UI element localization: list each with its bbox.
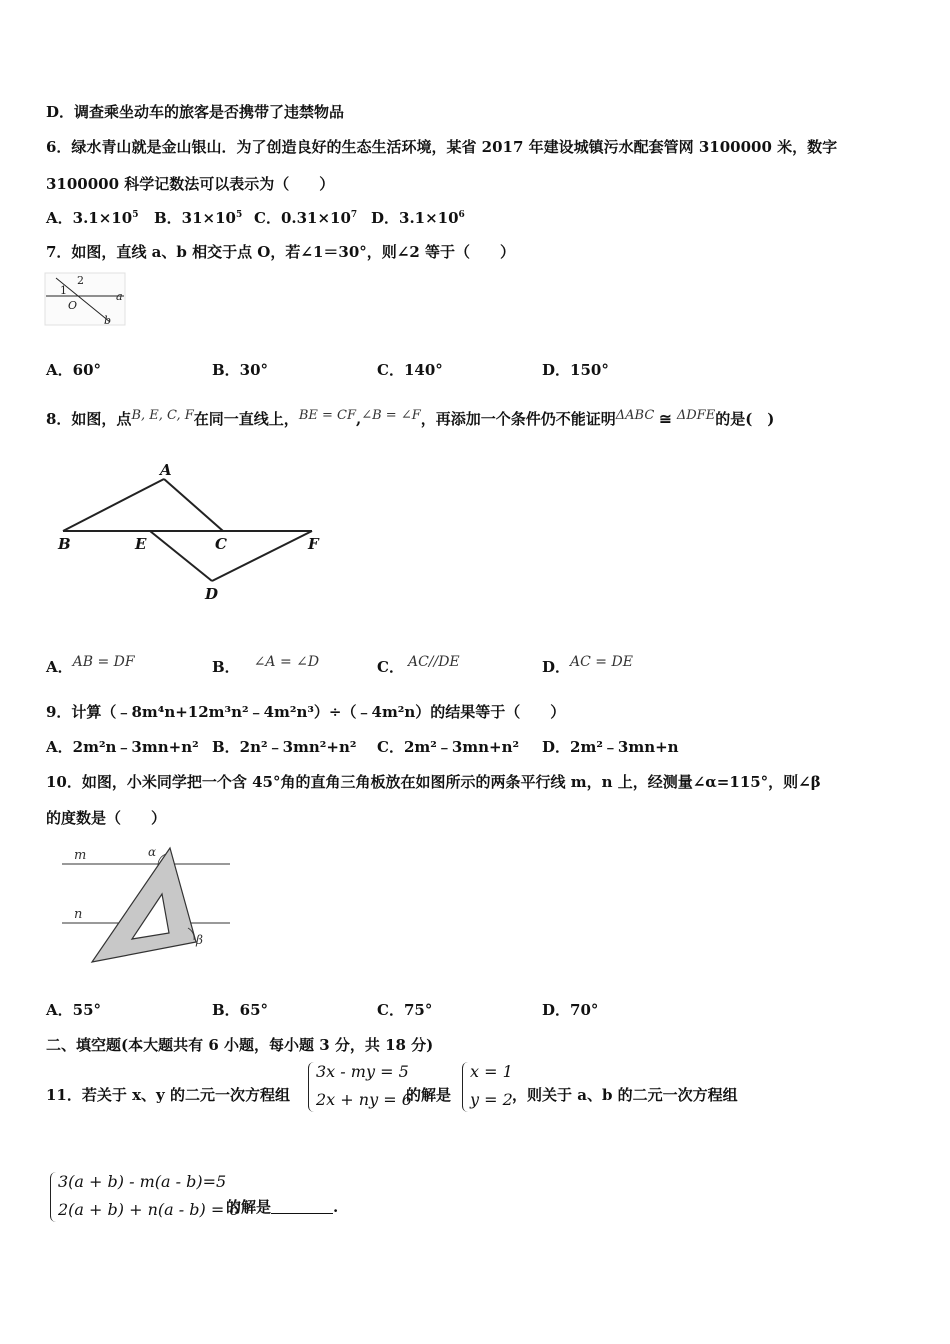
q5-option-d: D．调查乘坐动车的旅客是否携带了违禁物品 [46, 103, 345, 121]
q8-figure [50, 455, 340, 605]
q10-option-b: B．65° [212, 1001, 269, 1019]
q10-label-beta: β [196, 933, 203, 947]
q6-stem-line1: 6．绿水青山就是金山银山．为了创造良好的生态生活环境，某省 2017 年建设城镇污水配套管网 3100000 米，数字 [46, 138, 838, 156]
q9-option-c: C．2m²﹣3mn+n² [377, 738, 520, 756]
q6-option-a: A．$3.1\times 10^5$ [46, 209, 139, 227]
q8-stem: 8．如图，点B, E, C, F在同一直线上，BE = CF,∠B = ∠F，再添加一个条件仍不能证明ΔABC ≅ ΔDFE的是( ) [46, 408, 775, 428]
q7-option-c: C．140° [377, 361, 443, 379]
q7-option-b: B．30° [212, 361, 269, 379]
q11-sys2-brace [50, 1172, 57, 1222]
q7-stem: 7．如图，直线 a、b 相交于点 O，若∠1＝30°，则∠2 等于（ ） [46, 243, 515, 261]
q10-label-alpha: α [148, 845, 157, 859]
q8-label-d: D [205, 585, 219, 603]
q8-option-d: D．AC = DE [542, 654, 633, 676]
q10-label-n: n [74, 907, 83, 922]
q9-stem: 9．计算（﹣8m⁴n+12m³n²﹣4m²n³）÷（﹣4m²n）的结果等于（ ） [46, 703, 566, 721]
section2-title: 二、填空题(本大题共有 6 小题，每小题 3 分，共 18 分) [46, 1036, 434, 1054]
q9-option-d: D．2m²﹣3mn+n [542, 738, 679, 756]
q11-stem-a: 11．若关于 x、y 的二元一次方程组 [46, 1086, 290, 1104]
q10-figure [56, 840, 236, 968]
q8-label-c: C [215, 535, 227, 553]
q8-label-a: A [160, 461, 172, 479]
q10-stem-line2: 的度数是（ ） [46, 809, 167, 827]
q11-sol-eq2: y = 2 [470, 1090, 513, 1109]
q11-stem-b: 的解是 [406, 1086, 452, 1104]
q11-sys1-brace [308, 1062, 315, 1112]
q7-label-2: 2 [77, 274, 84, 287]
q10-option-d: D．70° [542, 1001, 599, 1019]
q11-sys1-eq1: 3x - my = 5 [316, 1062, 409, 1081]
q8-option-b: B． ∠A = ∠D [212, 654, 320, 676]
q8-option-c: C． AC//DE [377, 654, 460, 676]
q6-option-d: D．$3.1\times 10^6$ [371, 209, 465, 227]
q9-option-a: A．2m²n﹣3mn+n² [46, 738, 199, 756]
q8-label-f: F [308, 535, 319, 553]
q8-label-e: E [135, 535, 147, 553]
q11-sys2-eq1: 3(a + b) - m(a - b)=5 [58, 1172, 227, 1191]
q6-option-c: C．$0.31\times 10^7$ [254, 209, 358, 227]
q10-label-m: m [74, 848, 87, 863]
q8-label-b: B [58, 535, 71, 553]
q11-sol-brace [462, 1062, 469, 1112]
q10-option-c: C．75° [377, 1001, 433, 1019]
q7-label-a: a [116, 290, 123, 303]
q7-figure [44, 272, 128, 328]
q11-stem-c: ，则关于 a、b 的二元一次方程组 [512, 1086, 738, 1104]
q7-label-b: b [104, 314, 112, 327]
q11-stem-d: 的解是 . [226, 1198, 339, 1216]
q6-stem-line2: 3100000 科学记数法可以表示为（ ） [46, 175, 335, 193]
q11-sys1-eq2: 2x + ny = 6 [316, 1090, 412, 1109]
q8-option-a: A．AB = DF [46, 654, 135, 676]
q9-option-b: B．2n²﹣3mn²+n² [212, 738, 357, 756]
q7-label-o: O [68, 299, 78, 312]
q11-sys2-eq2: 2(a + b) + n(a - b) = 6 [58, 1200, 240, 1219]
q10-option-a: A．55° [46, 1001, 102, 1019]
q6-option-b: B．$31\times 10^5$ [154, 209, 243, 227]
q7-label-1: 1 [60, 284, 67, 297]
q7-option-d: D．150° [542, 361, 609, 379]
q10-stem-line1: 10．如图，小米同学把一个含 45°角的直角三角板放在如图所示的两条平行线 m，n 上，经测量∠α=115°，则∠β [46, 773, 821, 791]
q7-option-a: A．60° [46, 361, 102, 379]
q11-answer-blank[interactable] [271, 1199, 333, 1214]
q11-sol-eq1: x = 1 [470, 1062, 513, 1081]
